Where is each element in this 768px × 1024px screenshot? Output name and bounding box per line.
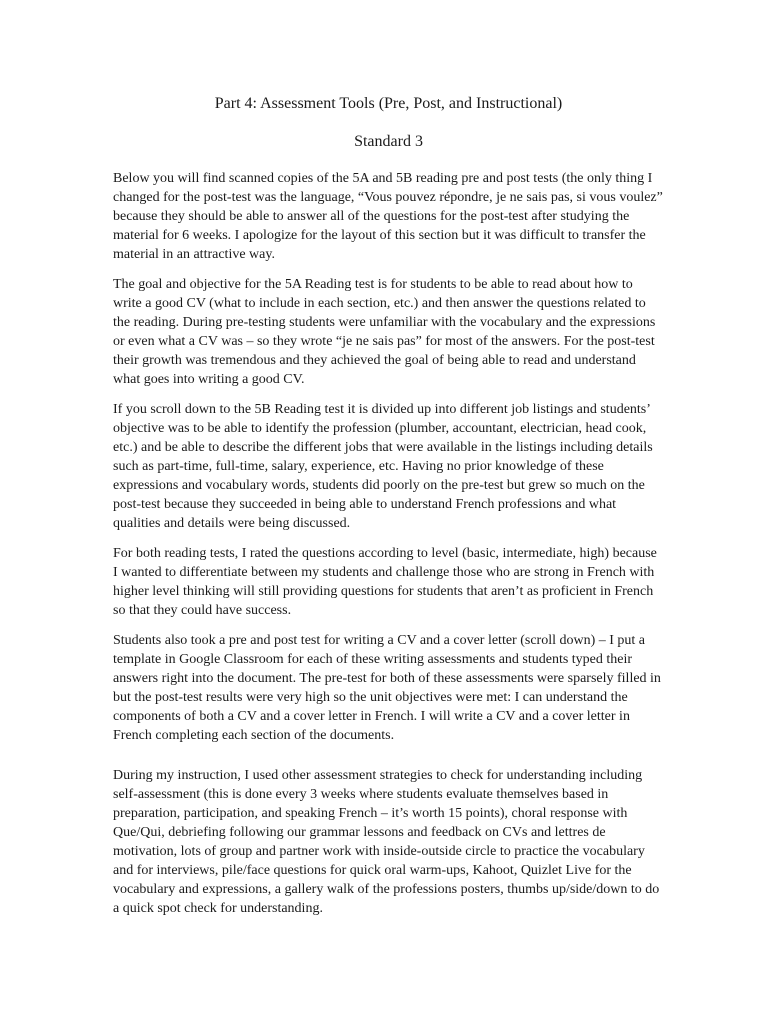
paragraph-writing-tests: Students also took a pre and post test for writing a CV and a cover letter (scroll down) – I put a template in Google Classroom for each of these writing assessments and students typed their answers right into the document. The pre-test for both of these assessments were sparsely filled in but the post-test results were very high so the unit objectives were met: I can understand the components of both a CV and a cover letter in French. I will write a CV and a cover letter in French completing each section of the documents.	[113, 633, 661, 743]
paragraph-reading-tests-intro: Below you will find scanned copies of the 5A and 5B reading pre and post tests (the only thing I changed for the post-test was the language, “Vous pouvez répondre, je ne sais pas, si vous voulez” because they should be able to answer all of the questions for the post-test after studying the material for 6 weeks. I apologize for the layout of this section but it was difficult to transfer the material in an attractive way.	[113, 171, 663, 262]
page-subtitle: Standard 3	[354, 133, 423, 150]
paragraph-5b-reading-test: If you scroll down to the 5B Reading test it is divided up into different job listings and students’ objective was to be able to identify the profession (plumber, accountant, electrician, head cook, etc.) and be able to describe the different jobs that were available in the listings including details such as part-time, full-time, salary, experience, etc. Having no prior knowledge of these expressions and vocabulary words, students did poorly on the pre-test but grew so much on the post-test because they succeeded in being able to understand French professions and what qualities and details were being discussed.	[113, 402, 653, 531]
document-body	[113, 169, 664, 918]
paragraph-question-levels: For both reading tests, I rated the questions according to level (basic, intermediate, high) because I wanted to differentiate between my students and challenge those who are strong in French with higher level thinking will still providing questions for students that aren’t as proficient in French so that they could have success.	[113, 546, 657, 618]
paragraph-5a-reading-test: The goal and objective for the 5A Reading test is for students to be able to read about how to write a good CV (what to include in each section, etc.) and then answer the questions related to the reading. During pre-testing students were unfamiliar with the vocabulary and the expressions or even what a CV was – so they wrote “je ne sais pas” for most of the answers. For the post-test their growth was tremendous and they achieved the goal of being able to read and understand what goes into writing a good CV.	[113, 277, 656, 387]
page-title: Part 4: Assessment Tools (Pre, Post, and Instructional)	[214, 95, 563, 112]
paragraph-instructional-assessment: During my instruction, I used other assessment strategies to check for understanding including self-assessment (this is done every 3 weeks where students evaluate themselves based in preparation, participation, and speaking French – it’s worth 15 points), choral response with Que/Qui, debriefing following our grammar lessons and feedback on CVs and lettres de motivation, lots of group and partner work with inside-outside circle to practice the vocabulary and for interviews, pile/face questions for quick oral warm-ups, Kahoot, Quizlet Live for the vocabulary and expressions, a gallery walk of the professions posters, thumbs up/side/down to do a quick spot check for understanding.	[113, 768, 660, 916]
